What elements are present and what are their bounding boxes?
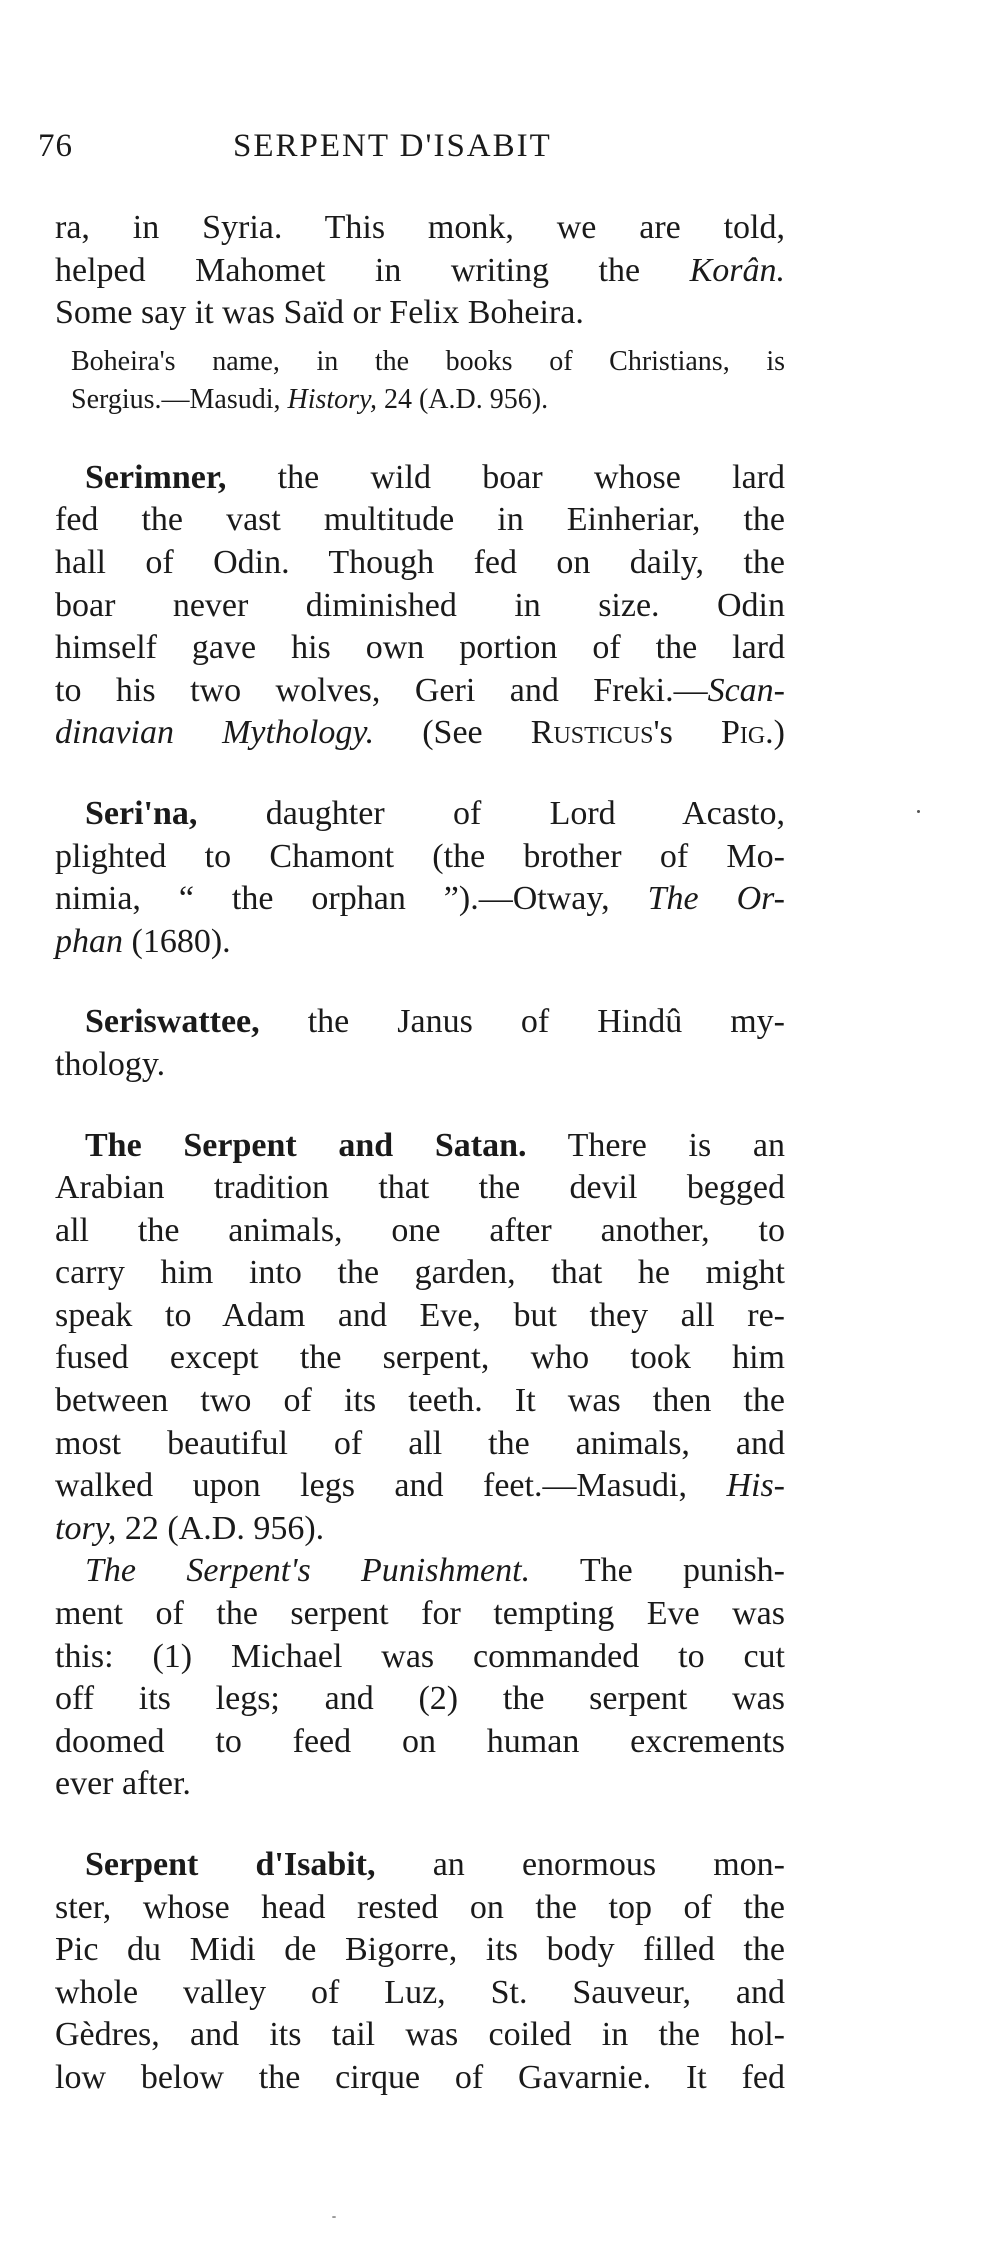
text-line: most beautiful of all the animals, and bbox=[55, 1424, 785, 1462]
text-line: off its legs; and (2) the serpent was bbox=[55, 1680, 785, 1718]
text-line: Serpent d'Isabit, an enormous mon- bbox=[85, 1846, 785, 1883]
text-line: tory, 22 (A.D. 956). bbox=[55, 1509, 325, 1547]
text-line: Arabian tradition that the devil begged bbox=[55, 1169, 785, 1207]
text-line: fused except the serpent, who took him bbox=[55, 1339, 785, 1377]
text-line: The Serpent and Satan. There is an bbox=[85, 1126, 785, 1164]
headword: Seri'na, bbox=[85, 794, 198, 832]
text-line: whole valley of Luz, St. Sauveur, and bbox=[55, 1973, 785, 2011]
headword: The Serpent and Satan. bbox=[85, 1126, 527, 1164]
headword: Serimner, bbox=[85, 458, 227, 496]
page-number: 76 bbox=[38, 128, 73, 164]
text-line: Seri'na, daughter of Lord Acasto, bbox=[85, 794, 785, 832]
text-line: phan (1680). bbox=[55, 922, 231, 960]
entry-continuation bbox=[55, 207, 785, 335]
work-title: History, bbox=[287, 383, 377, 415]
text-line: this: (1) Michael was commanded to cut bbox=[55, 1637, 785, 1675]
headword: Seriswattee, bbox=[85, 1003, 260, 1041]
text-line: dinavian Mythology. (See Rusticus's Pig.) bbox=[55, 714, 785, 752]
text-line: hall of Odin. Though fed on daily, the bbox=[55, 543, 785, 581]
entry-serpent-and-satan bbox=[55, 1125, 785, 1551]
text-line: all the animals, one after another, to bbox=[55, 1211, 785, 1249]
text-line: low below the cirque of Gavarnie. It fed bbox=[55, 2058, 785, 2096]
headword: Serpent d'Isabit, bbox=[85, 1846, 376, 1883]
text-column bbox=[55, 207, 785, 2100]
text-line: Seriswattee, the Janus of Hindû my- bbox=[85, 1003, 785, 1041]
text-line: Pic du Midi de Bigorre, its body filled the bbox=[55, 1931, 785, 1969]
entry-serpent-punishment bbox=[55, 1550, 785, 1806]
page-header bbox=[38, 128, 778, 178]
text-line: speak to Adam and Eve, but they all re- bbox=[55, 1296, 785, 1334]
work-title: Korân. bbox=[689, 251, 786, 289]
work-title: dinavian Mythology. bbox=[55, 714, 375, 752]
text-line: ster, whose head rested on the top of the bbox=[55, 1888, 785, 1926]
text-line: helped Mahomet in writing the Korân. bbox=[55, 251, 786, 289]
text-line: thology. bbox=[55, 1045, 166, 1083]
work-title: The Or- bbox=[647, 880, 786, 918]
footnote bbox=[55, 343, 785, 419]
text-line: ever after. bbox=[55, 1765, 191, 1803]
text-line: carry him into the garden, that he might bbox=[55, 1254, 785, 1292]
text-line: between two of its teeth. It was then the bbox=[55, 1382, 785, 1420]
text-line: Some say it was Saïd or Felix Boheira. bbox=[55, 294, 584, 332]
print-speck bbox=[917, 810, 920, 813]
text-line: The Serpent's Punishment. The punish- bbox=[85, 1552, 786, 1590]
print-speck bbox=[332, 2216, 336, 2218]
text-line: fed the vast multitude in Einheriar, the bbox=[55, 501, 785, 539]
entry-serpent-disabit bbox=[55, 1844, 785, 2100]
entry-serina bbox=[55, 793, 785, 963]
text-line: boar never diminished in size. Odin bbox=[55, 586, 785, 624]
work-title: tory, bbox=[55, 1509, 117, 1547]
footnote-line: Boheira's name, in the books of Christians, is bbox=[71, 345, 785, 377]
text-line: himself gave his own portion of the lard bbox=[55, 629, 785, 667]
footnote-line: Sergius.—Masudi, History, 24 (A.D. 956). bbox=[71, 383, 549, 415]
work-title: phan bbox=[55, 922, 123, 960]
text-line: walked upon legs and feet.—Masudi, His- bbox=[55, 1467, 786, 1505]
text-line: Gèdres, and its tail was coiled in the hol- bbox=[55, 2016, 785, 2054]
text-line: Serimner, the wild boar whose lard bbox=[85, 458, 786, 496]
work-title: Scan- bbox=[707, 671, 785, 709]
entry-seriswattee bbox=[55, 1001, 785, 1086]
running-head: SERPENT D'ISABIT bbox=[233, 128, 552, 164]
entry-serimner bbox=[55, 457, 785, 755]
text-line: doomed to feed on human excrements bbox=[55, 1722, 785, 1760]
text-line: to his two wolves, Geri and Freki.—Scan- bbox=[55, 671, 785, 709]
text-line: ra, in Syria. This monk, we are told, bbox=[55, 209, 785, 246]
subheading: The Serpent's Punishment. bbox=[85, 1552, 531, 1590]
text-line: ment of the serpent for tempting Eve was bbox=[55, 1595, 785, 1633]
text-line: nimia, “ the orphan ”).—Otway, The Or- bbox=[55, 880, 786, 918]
work-title: His- bbox=[726, 1467, 786, 1505]
text-line: plighted to Chamont (the brother of Mo- bbox=[55, 837, 785, 875]
